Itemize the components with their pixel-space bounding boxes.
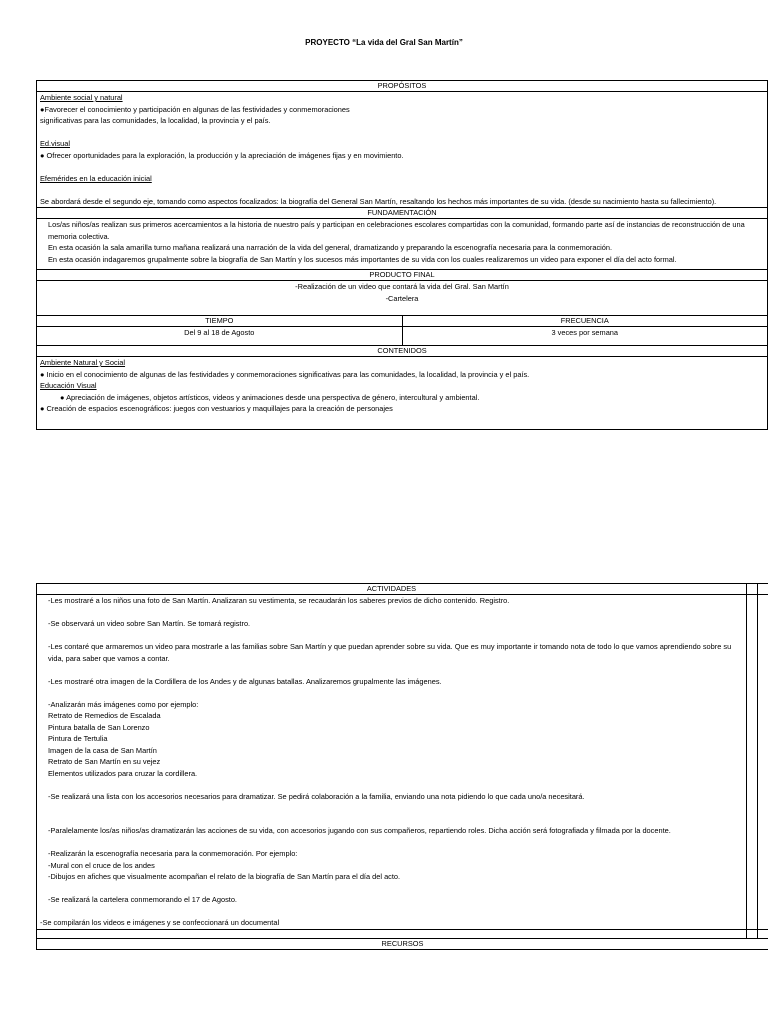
empty-cell: [757, 929, 768, 938]
paragraph: Los/as niños/as realizan sus primeros acercamientos a la historia de nuestro país y participan en celebraciones escolares compartidas con la comunidad, formando parte así de instancias de reconstrucción de una memoria colectiva.: [48, 220, 745, 241]
activity-item: Retrato de San Martín en su vejez: [48, 757, 161, 766]
section-heading: Ed.visual: [40, 139, 70, 148]
recursos-header: RECURSOS: [37, 938, 768, 949]
actividades-cell: [37, 595, 747, 930]
fundamentacion-cell: [37, 219, 768, 270]
activity: -Analizarán más imágenes como por ejemplo:: [48, 699, 199, 709]
activity: -Se compilarán los videos e imágenes y se confeccionará un documental: [40, 918, 280, 927]
section-heading: Efemérides en la educación inicial: [40, 173, 152, 183]
activity-item: -Mural con el cruce de los andes: [48, 860, 155, 870]
activity: -Se observará un video sobre San Martín. Se tomará registro.: [48, 619, 251, 628]
section-heading: Educación Visual: [40, 381, 97, 390]
empty-cell: [757, 595, 768, 930]
activity-item: -Dibujos en afiches que visualmente acompañan el relato de la biografía de San Martín para el día del acto.: [48, 872, 401, 881]
activity-item: Retrato de Remedios de Escalada: [48, 711, 161, 720]
frecuencia-value: 3 veces por semana: [402, 327, 768, 346]
section-line: significativas para las comunidades, la localidad, la provincia y el país.: [40, 116, 271, 125]
activity-item: Imagen de la casa de San Martín: [48, 745, 157, 755]
project-title: PROYECTO “La vida del Gral San Martín”: [305, 38, 463, 47]
paragraph: En esta ocasión la sala amarilla turno mañana realizará una narración de la vida del general, dramatizando y preparando la escenografía necesaria para la conmemoración.: [48, 243, 613, 252]
contenidos-header: CONTENIDOS: [37, 346, 768, 357]
activity: -Paralelamente los/as niños/as dramatizarán las acciones de su vida, con accesorios jugando con sus compañeros, repartiendo roles. Dicha acción será fotografiada y filmada por la docente.: [48, 826, 671, 835]
activity: -Se realizará una lista con los accesorios necesarios para dramatizar. Se pedirá colaboración a la familia, enviando una nota pidiendo lo que cada uno/a necesitará.: [48, 791, 585, 801]
content-line: ● Inicio en el conocimiento de algunas de las festividades y conmemoraciones significativas para las comunidades, la localidad, la provincia y el país.: [40, 369, 530, 379]
activity: -Les contaré que armaremos un video para mostrarle a las familias sobre San Martín y que puedan aprender sobre su vida. Que es muy importante ir tomando nota de todo lo que vamos aprendiendo sobre su vida, para saber que vamos a contar.: [48, 642, 732, 663]
content-line: ● Apreciación de imágenes, objetos artísticos, videos y animaciones desde una perspectiva de género, intercultural y ambiental.: [60, 392, 480, 402]
paragraph: En esta ocasión indagaremos grupalmente sobre la biografía de San Martín y los sucesos más importantes de su vida con los cuales realizaremos un video para exponer el día del acto formal.: [48, 254, 677, 264]
activity: -Se realizará la cartelera conmemorando el 17 de Agosto.: [48, 895, 237, 904]
section-line: ●Favorecer el conocimiento y participación en algunas de las festividades y conmemoraciones: [40, 104, 350, 114]
section-heading: Ambiente social y natural: [40, 93, 123, 102]
empty-cell: [746, 595, 757, 930]
propositos-cell: [37, 92, 768, 208]
section-heading: Ambiente Natural y Social: [40, 358, 126, 367]
producto-line: -Realización de un video que contará la vida del Gral. San Martín: [295, 282, 509, 291]
activity: -Les mostraré otra imagen de la Cordillera de los Andes y de algunas batallas. Analizaremos grupalmente las imágenes.: [48, 676, 442, 686]
content-line: ● Creación de espacios escenográficos: juegos con vestuarios y maquillajes para la creación de personajes: [40, 404, 393, 413]
activity-item: Elementos utilizados para cruzar la cordillera.: [48, 768, 198, 778]
planning-table: [36, 80, 768, 430]
actividades-header: ACTIVIDADES: [37, 584, 747, 595]
activity-item: Pintura batalla de San Lorenzo: [48, 722, 150, 732]
producto-header: PRODUCTO FINAL: [37, 270, 768, 281]
frecuencia-header: FRECUENCIA: [402, 316, 768, 327]
section-line: Se abordará desde el segundo eje, tomando como aspectos focalizados: la biografía del General San Martín, resaltando los hechos más importantes de su vida. (desde su nacimiento hasta su fallecimiento).: [40, 196, 717, 206]
tiempo-header: TIEMPO: [37, 316, 403, 327]
activity: -Realizarán la escenografía necesaria para la conmemoración. Por ejemplo:: [48, 849, 298, 858]
activity-item: Pintura de Tertulia: [48, 734, 108, 743]
propositos-header: PROPÓSITOS: [37, 81, 768, 92]
empty-cell: [746, 584, 757, 595]
producto-cell: [37, 281, 768, 316]
empty-row: [37, 929, 747, 938]
contenidos-cell: [37, 357, 768, 430]
tiempo-value: Del 9 al 18 de Agosto: [37, 327, 403, 346]
empty-cell: [757, 584, 768, 595]
producto-line: -Cartelera: [385, 293, 419, 303]
activities-table: [36, 583, 768, 950]
activity: -Les mostraré a los niños una foto de San Martín. Analizaran su vestimenta, se recaudarán los saberes previos de dicho contenido. Registro.: [48, 596, 510, 605]
empty-cell: [746, 929, 757, 938]
section-line: ● Ofrecer oportunidades para la exploración, la producción y la apreciación de imágenes fijas y en movimiento.: [40, 150, 404, 160]
fundamentacion-header: FUNDAMENTACIÓN: [37, 208, 768, 219]
